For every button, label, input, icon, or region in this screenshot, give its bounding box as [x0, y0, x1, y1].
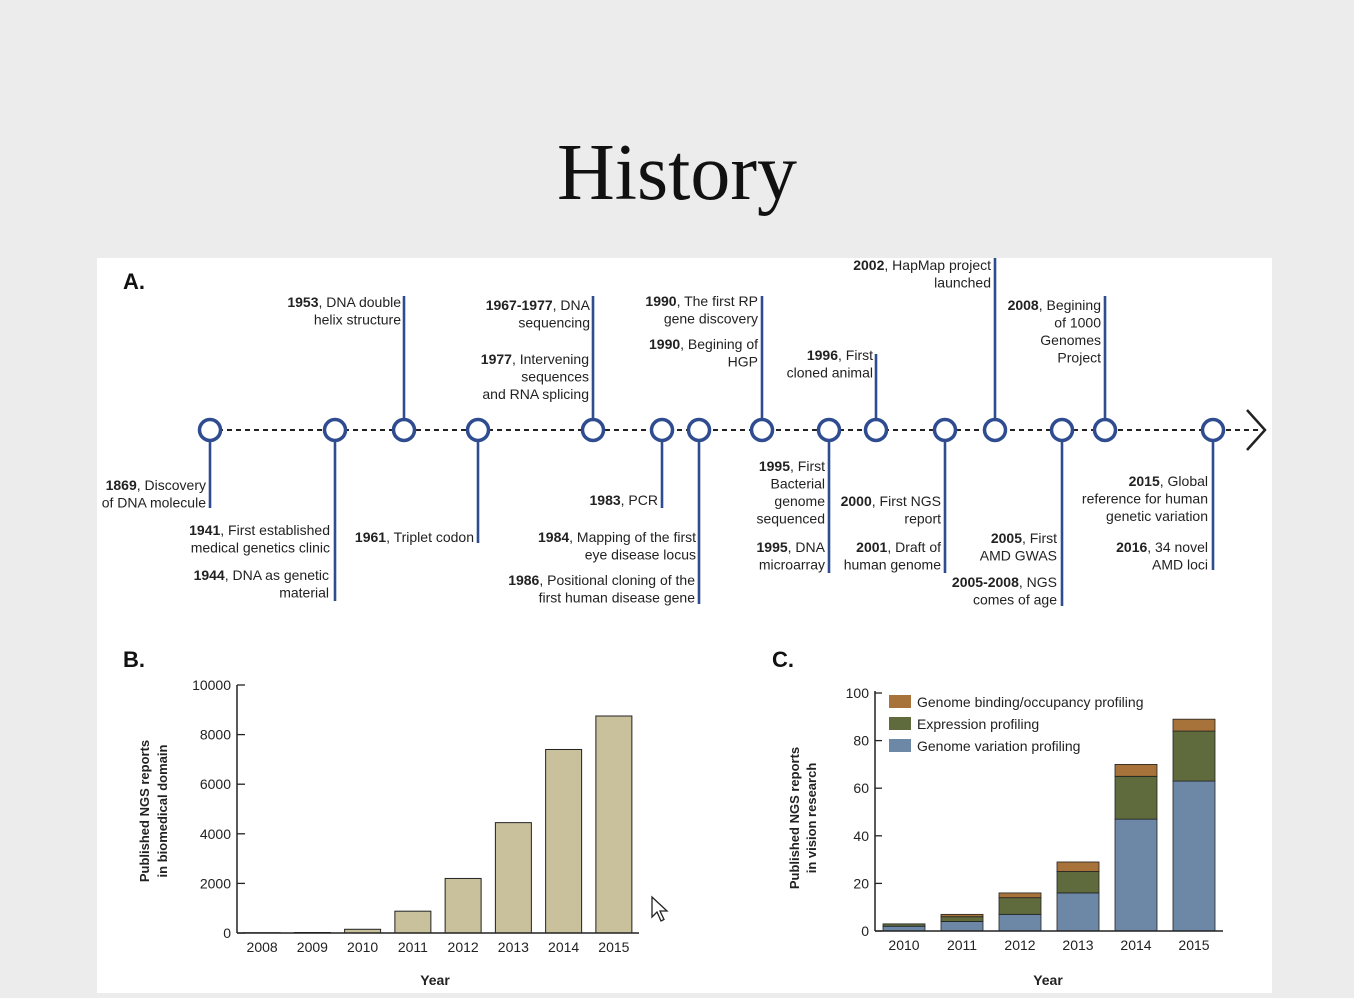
- timeline-event-label: 2002, HapMap project launched: [853, 258, 991, 291]
- panel-c-label: C.: [772, 647, 794, 672]
- chart-b-xlabel: Year: [420, 972, 450, 988]
- chart-c-legend-label: Genome variation profiling: [917, 738, 1080, 754]
- chart-c-ylabel-line2: in vision research: [804, 763, 819, 874]
- timeline-event-label: 1990, Begining of HGP: [649, 336, 758, 370]
- chart-b-ytick-label: 8000: [200, 727, 231, 743]
- chart-b-bars: [244, 716, 632, 933]
- timeline-node-icon: [935, 420, 956, 441]
- chart-c-xtick-label: 2015: [1178, 937, 1209, 953]
- timeline-event-label: 2008, Begining of 1000 Genomes Project: [1008, 297, 1102, 366]
- chart-c-ytick-label: 0: [861, 923, 869, 939]
- chart-c-ytick-label: 20: [853, 875, 869, 891]
- chart-c-bar-segment: [1173, 719, 1215, 731]
- chart-b-xtick-label: 2010: [347, 939, 378, 955]
- chart-c-ytick-label: 40: [853, 828, 869, 844]
- timeline-event-label: 1996, First cloned animal: [787, 347, 873, 381]
- chart-b-bar: [395, 911, 431, 933]
- timeline-event-label: 1961, Triplet codon: [355, 529, 474, 545]
- chart-b-bar: [596, 716, 632, 933]
- timeline-event-label: 1983, PCR: [590, 492, 659, 508]
- chart-c-xtick-label: 2014: [1120, 937, 1151, 953]
- timeline-node-icon: [325, 420, 346, 441]
- timeline-node-icon: [583, 420, 604, 441]
- timeline-node-icon: [819, 420, 840, 441]
- chart-c-bar-segment: [999, 914, 1041, 931]
- figure-svg: [97, 258, 1272, 993]
- chart-b-bar: [495, 823, 531, 933]
- chart-b-xtick-label: 2012: [448, 939, 479, 955]
- chart-c-xtick-label: 2010: [888, 937, 919, 953]
- chart-b-xtick-label: 2015: [598, 939, 629, 955]
- timeline-event-label: 1953, DNA double helix structure: [287, 294, 401, 328]
- chart-b-ytick-label: 6000: [200, 776, 231, 792]
- chart-c-bar-segment: [1057, 893, 1099, 931]
- chart-c-xtick-label: 2011: [947, 937, 977, 953]
- timeline-event-label: 2000, First NGS report: [841, 493, 941, 527]
- slide-title: History: [0, 128, 1354, 219]
- chart-c-ylabel-line1: Published NGS reports: [787, 747, 802, 889]
- mouse-cursor-icon: [650, 895, 670, 923]
- timeline-event-label: 2015, Global reference for human genetic variation: [1082, 473, 1208, 524]
- chart-c-xticks: [888, 937, 1209, 953]
- timeline-node-icon: [200, 420, 221, 441]
- timeline-event-label: 1990, The first RP gene discovery: [645, 293, 758, 327]
- chart-c-xtick-label: 2012: [1004, 937, 1035, 953]
- panel-b-label: B.: [123, 647, 145, 672]
- chart-b-xtick-label: 2009: [297, 939, 328, 955]
- chart-c-bar-segment: [1115, 819, 1157, 931]
- chart-b-ytick-label: 2000: [200, 875, 231, 891]
- timeline-node-icon: [866, 420, 887, 441]
- chart-b-ylabel-line1: Published NGS reports: [137, 740, 152, 882]
- chart-c-bar-segment: [1057, 872, 1099, 893]
- chart-b-ytick-label: 10000: [192, 677, 231, 693]
- chart-b: [123, 647, 639, 988]
- chart-b-xticks: [247, 939, 630, 955]
- timeline-event-label: 1967-1977, DNA sequencing: [486, 297, 591, 331]
- chart-c-bar-segment: [941, 914, 983, 916]
- chart-b-bar: [546, 749, 582, 933]
- panel-a-label: A.: [123, 269, 145, 294]
- timeline-node-icon: [468, 420, 489, 441]
- chart-c-legend-label: Expression profiling: [917, 716, 1039, 732]
- timeline-node-icon: [1052, 420, 1073, 441]
- figure-card: [97, 258, 1272, 993]
- timeline-node-icon: [689, 420, 710, 441]
- chart-c-bar-segment: [883, 924, 925, 926]
- chart-c-bar-segment: [941, 921, 983, 931]
- chart-c-legend-swatch: [889, 717, 911, 730]
- timeline-event-label: 2005, First AMD GWAS: [980, 530, 1057, 564]
- chart-c-legend-swatch: [889, 739, 911, 752]
- chart-c: [772, 647, 1223, 988]
- chart-b-xtick-label: 2014: [548, 939, 579, 955]
- timeline-node-icon: [985, 420, 1006, 441]
- timeline-event-label: 1977, Intervening sequences and RNA splicing: [481, 351, 589, 402]
- chart-c-bar-segment: [1115, 776, 1157, 819]
- timeline-node-icon: [652, 420, 673, 441]
- timeline-event-label: 1944, DNA as genetic material: [194, 567, 329, 601]
- chart-b-ytick-label: 0: [223, 925, 231, 941]
- timeline-event-label: 1869, Discovery of DNA molecule: [102, 477, 206, 511]
- timeline-event-label: 1986, Positional cloning of the first human disease gene: [508, 572, 695, 606]
- timeline-node-icon: [752, 420, 773, 441]
- chart-c-legend-swatch: [889, 695, 911, 708]
- chart-b-ytick-label: 4000: [200, 826, 231, 842]
- chart-c-bar-segment: [1173, 781, 1215, 931]
- chart-c-bar-segment: [999, 893, 1041, 898]
- timeline-event-label: 1995, DNA microarray: [757, 539, 826, 573]
- timeline-node-icon: [1203, 420, 1224, 441]
- timeline-event-label: 1941, First established medical genetics clinic: [189, 522, 330, 556]
- chart-c-ytick-label: 100: [846, 685, 870, 701]
- timeline-event-label: 2016, 34 novel AMD loci: [1116, 539, 1208, 573]
- timeline-event-label: 2005-2008, NGS comes of age: [952, 574, 1057, 608]
- chart-c-legend-label: Genome binding/occupancy profiling: [917, 694, 1143, 710]
- chart-c-xlabel: Year: [1033, 972, 1063, 988]
- chart-b-xtick-label: 2008: [247, 939, 278, 955]
- chart-c-bar-segment: [1173, 731, 1215, 781]
- timeline-event-label: 2001, Draft of human genome: [844, 539, 942, 573]
- chart-c-bar-segment: [1115, 764, 1157, 776]
- chart-c-bar-segment: [999, 898, 1041, 915]
- chart-c-yticks: [846, 685, 882, 939]
- chart-c-bar-segment: [941, 917, 983, 922]
- chart-b-bar: [445, 878, 481, 933]
- chart-c-ytick-label: 60: [853, 780, 869, 796]
- chart-c-bar-segment: [1057, 862, 1099, 872]
- timeline-event-label: 1995, First Bacterial genome sequenced: [756, 458, 825, 527]
- chart-c-xtick-label: 2013: [1062, 937, 1093, 953]
- timeline-panel: [102, 258, 1265, 608]
- chart-c-legend: [889, 694, 1143, 754]
- chart-c-ytick-label: 80: [853, 733, 869, 749]
- chart-b-xtick-label: 2011: [398, 939, 428, 955]
- timeline-node-icon: [1095, 420, 1116, 441]
- timeline-event-label: 1984, Mapping of the first eye disease locus: [538, 529, 696, 563]
- timeline-node-icon: [394, 420, 415, 441]
- chart-b-xtick-label: 2013: [498, 939, 529, 955]
- chart-b-ylabel-line2: in biomedical domain: [155, 744, 170, 877]
